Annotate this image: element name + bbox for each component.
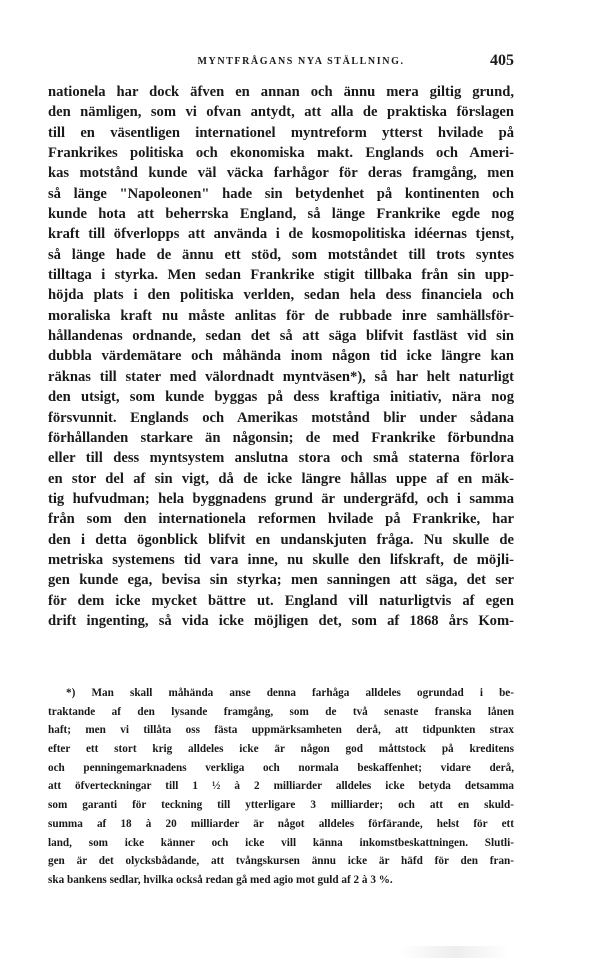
text-line: en stor del af sin vigt, då de icke längre hållas uppe af en mäk- [48, 470, 514, 487]
text-line: den nämligen, som vi ofvan antydt, att alla de praktiska förslagen [48, 104, 514, 121]
footnote-line: och penningemarknadens verkliga och normala beskaffenhet; vidare derå, [48, 761, 514, 774]
page-number: 405 [490, 52, 514, 69]
text-line: dubbla värdemätare och måhända inom någon tid icke längre kan [48, 348, 514, 365]
footnote-line: summa af 18 à 20 milliarder är något alldeles förfärande, helst för ett [48, 817, 514, 830]
text-line: moraliska kraft nu måste anlitas för de rubbade inre samhällsför- [48, 307, 514, 324]
text-line: kunde hota att beherrska England, så länge Frankrike egde nog [48, 206, 514, 223]
text-line: kraft till öfverlopps att använda i de kosmopolitiska idéernas tjenst, [48, 226, 514, 243]
text-line: så länge "Napoleonen" hade sin betydenhet på kontinenten och [48, 185, 514, 202]
text-line: den i detta ögonblick blifvit en undanskjuten fråga. Nu skulle de [48, 531, 514, 548]
text-line: räknas till stater med välordnadt myntväsen*), så har helt naturligt [48, 368, 514, 385]
text-line: den utsigt, som kunde byggas på dess kraftiga initiativ, nära nog [48, 389, 514, 406]
footnote-line: att öfverteckningar till 1 ½ à 2 milliarder alldeles icke betyda detsamma [48, 780, 514, 793]
scan-smudge [400, 946, 510, 958]
footnote-line: *) Man skall måhända anse denna farhåga alldeles ogrundad i be- [66, 687, 514, 699]
text-line: nationela har dock äfven en annan och ännu mera giltig grund, [48, 84, 514, 100]
main-text [48, 82, 514, 631]
footnote-line: haft; men vi tillåta oss fästa uppmärksamheten derå, att tidpunkten strax [48, 724, 514, 737]
page-header [48, 52, 514, 72]
text-line: så länge hade de ännu ett stöd, som motståndet till trots syntes [48, 246, 514, 263]
text-line: kas motstånd kunde väl väcka farhågor för deras framgång, men [48, 165, 514, 182]
text-line: för dem icke mycket bättre ut. England vill naturligtvis af egen [48, 592, 514, 609]
footnote-line: gen är det olycksbådande, att tvångskursen ännu icke är häfd för den fran- [48, 855, 514, 868]
text-line: höjda plats i den politiska verlden, sedan hela dess financiela och [48, 287, 514, 304]
text-line: hållandenas ordnande, sedan det så att säga blifvit fastläst vid sin [48, 328, 514, 345]
text-line: drift ingenting, så vida icke möjligen det, som af 1868 års Kom- [48, 612, 514, 629]
text-line: eller till dess myntsystem anslutna stora och små staterna förlora [48, 450, 514, 467]
text-line: förhållanden starkare än någonsin; de med Frankrike förbundna [48, 429, 514, 446]
footnote-line: traktande af den lysande framgång, som de två senaste franska lånen [48, 705, 514, 718]
text-line: gen kunde ega, bevisa sin styrka; men sanningen att säga, det ser [48, 572, 514, 589]
text-line: tilltaga i styrka. Men sedan Frankrike stigit tillbaka från sin upp- [48, 267, 514, 284]
text-line: till en väsentligen internationel myntreform ytterst hvilade på [48, 124, 514, 141]
text-line: Frankrikes politiska och ekonomiska makt. Englands och Ameri- [48, 145, 514, 162]
running-title: MYNTFRÅGANS NYA STÄLLNING. [197, 56, 405, 67]
footnote [48, 684, 514, 890]
footnote-line: ska bankens sedlar, hvilka också redan gå med agio mot guld af 2 à 3 %. [48, 873, 393, 886]
text-line: försvunnit. Englands och Amerikas motstånd blir under sådana [48, 409, 514, 426]
text-line: från som den internationela reformen hvilade på Frankrike, har [48, 511, 514, 528]
footnote-line: land, som icke känner och icke vill känna inkomstbeskattningen. Slutli- [48, 836, 514, 849]
footnote-line: efter ett stort krig alldeles icke är någon god måttstock på kreditens [48, 743, 514, 756]
text-line: metriska systemens tid vara inne, nu skulle den lifskraft, de möjli- [48, 551, 514, 568]
footnote-line: som garanti för teckning till ytterligare 3 milliarder; och att en skuld- [48, 799, 514, 812]
text-line: tig hufvudman; hela byggnadens grund är undergräfd, och i samma [48, 490, 514, 507]
